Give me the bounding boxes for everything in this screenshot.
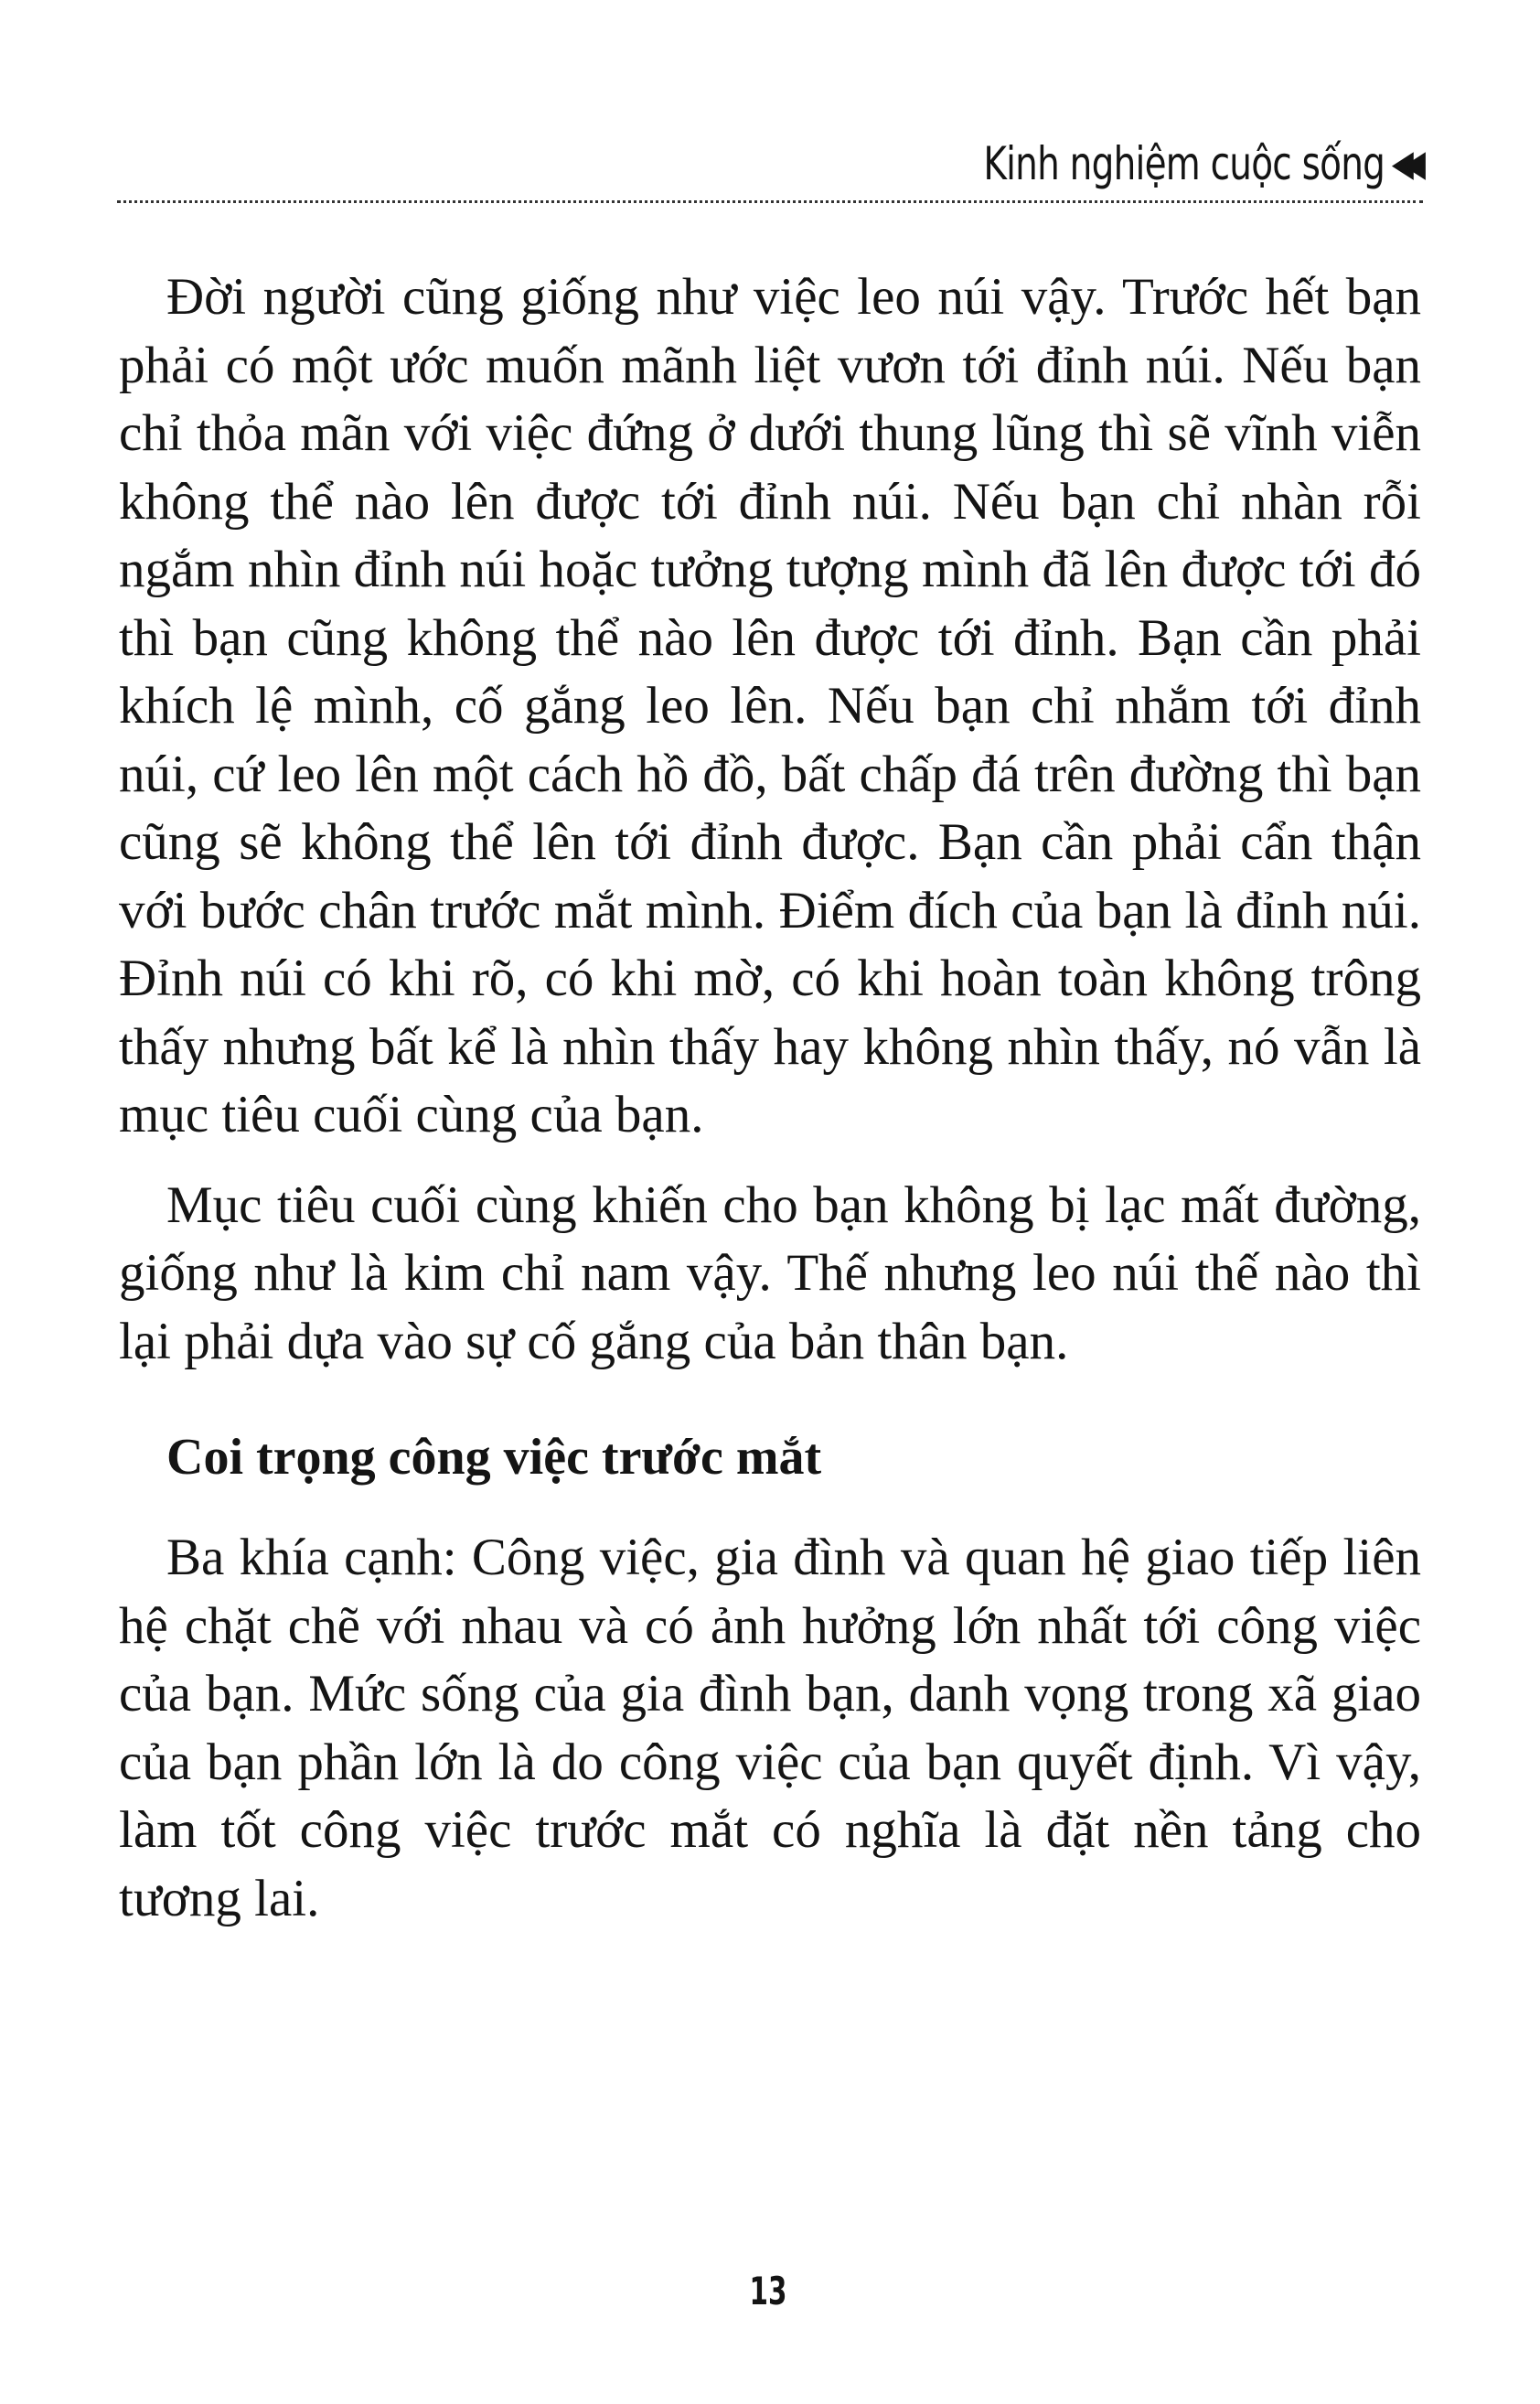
section-heading: Coi trọng công việc trước mắt: [166, 1429, 822, 1486]
body-paragraph: Đời người cũng giống như việc leo núi vậy. Trước hết bạn phải có một ước muốn mãnh liệt vươn tới đỉnh núi. Nếu bạn chỉ thỏa mãn với việc đứng ở dưới thung lũng thì sẽ vĩnh viễn không thể nào lên được tới đỉnh núi. Nếu bạn chỉ nhàn rỗi ngắm nhìn đỉnh núi hoặc tưởng tượng mình đã lên được tới đó thì bạn cũng không thể nào lên được tới đỉnh. Bạn cần phải khích lệ mình, cố gắng leo lên. Nếu bạn chỉ nhắm tới đỉnh núi, cứ leo lên một cách hồ đồ, bất chấp đá trên đường thì bạn cũng sẽ không thể lên tới đỉnh được. Bạn cần phải cẩn thận với bước chân trước mắt mình. Điểm đích của bạn là đỉnh núi. Đỉnh núi có khi rõ, có khi mờ, có khi hoàn toàn không trông thấy nhưng bất kể là nhìn thấy hay không nhìn thấy, nó vẫn là mục tiêu cuối cùng của bạn.: [119, 268, 1421, 1143]
page-number: 13: [749, 2269, 787, 2313]
running-header-title: Kinh nghiệm cuộc sống: [983, 137, 1385, 190]
double-arrow-left-icon: ◀◀: [1391, 143, 1416, 185]
body-paragraph: Mục tiêu cuối cùng khiến cho bạn không bị lạc mất đường, giống như là kim chỉ nam vậy. Thế nhưng leo núi thế nào thì lại phải dựa vào sự cố gắng của bản thân bạn.: [119, 1175, 1421, 1370]
body-paragraph: Ba khía cạnh: Công việc, gia đình và quan hệ giao tiếp liên hệ chặt chẽ với nhau và có ảnh hưởng lớn nhất tới công việc của bạn. Mức sống của gia đình bạn, danh vọng trong xã giao của bạn phần lớn là do công việc của bạn quyết định. Vì vậy, làm tốt công việc trước mắt có nghĩa là đặt nền tảng cho tương lai.: [119, 1529, 1421, 1927]
running-header: [983, 117, 1416, 190]
header-divider: [117, 200, 1423, 203]
page-body: [119, 263, 1421, 1933]
